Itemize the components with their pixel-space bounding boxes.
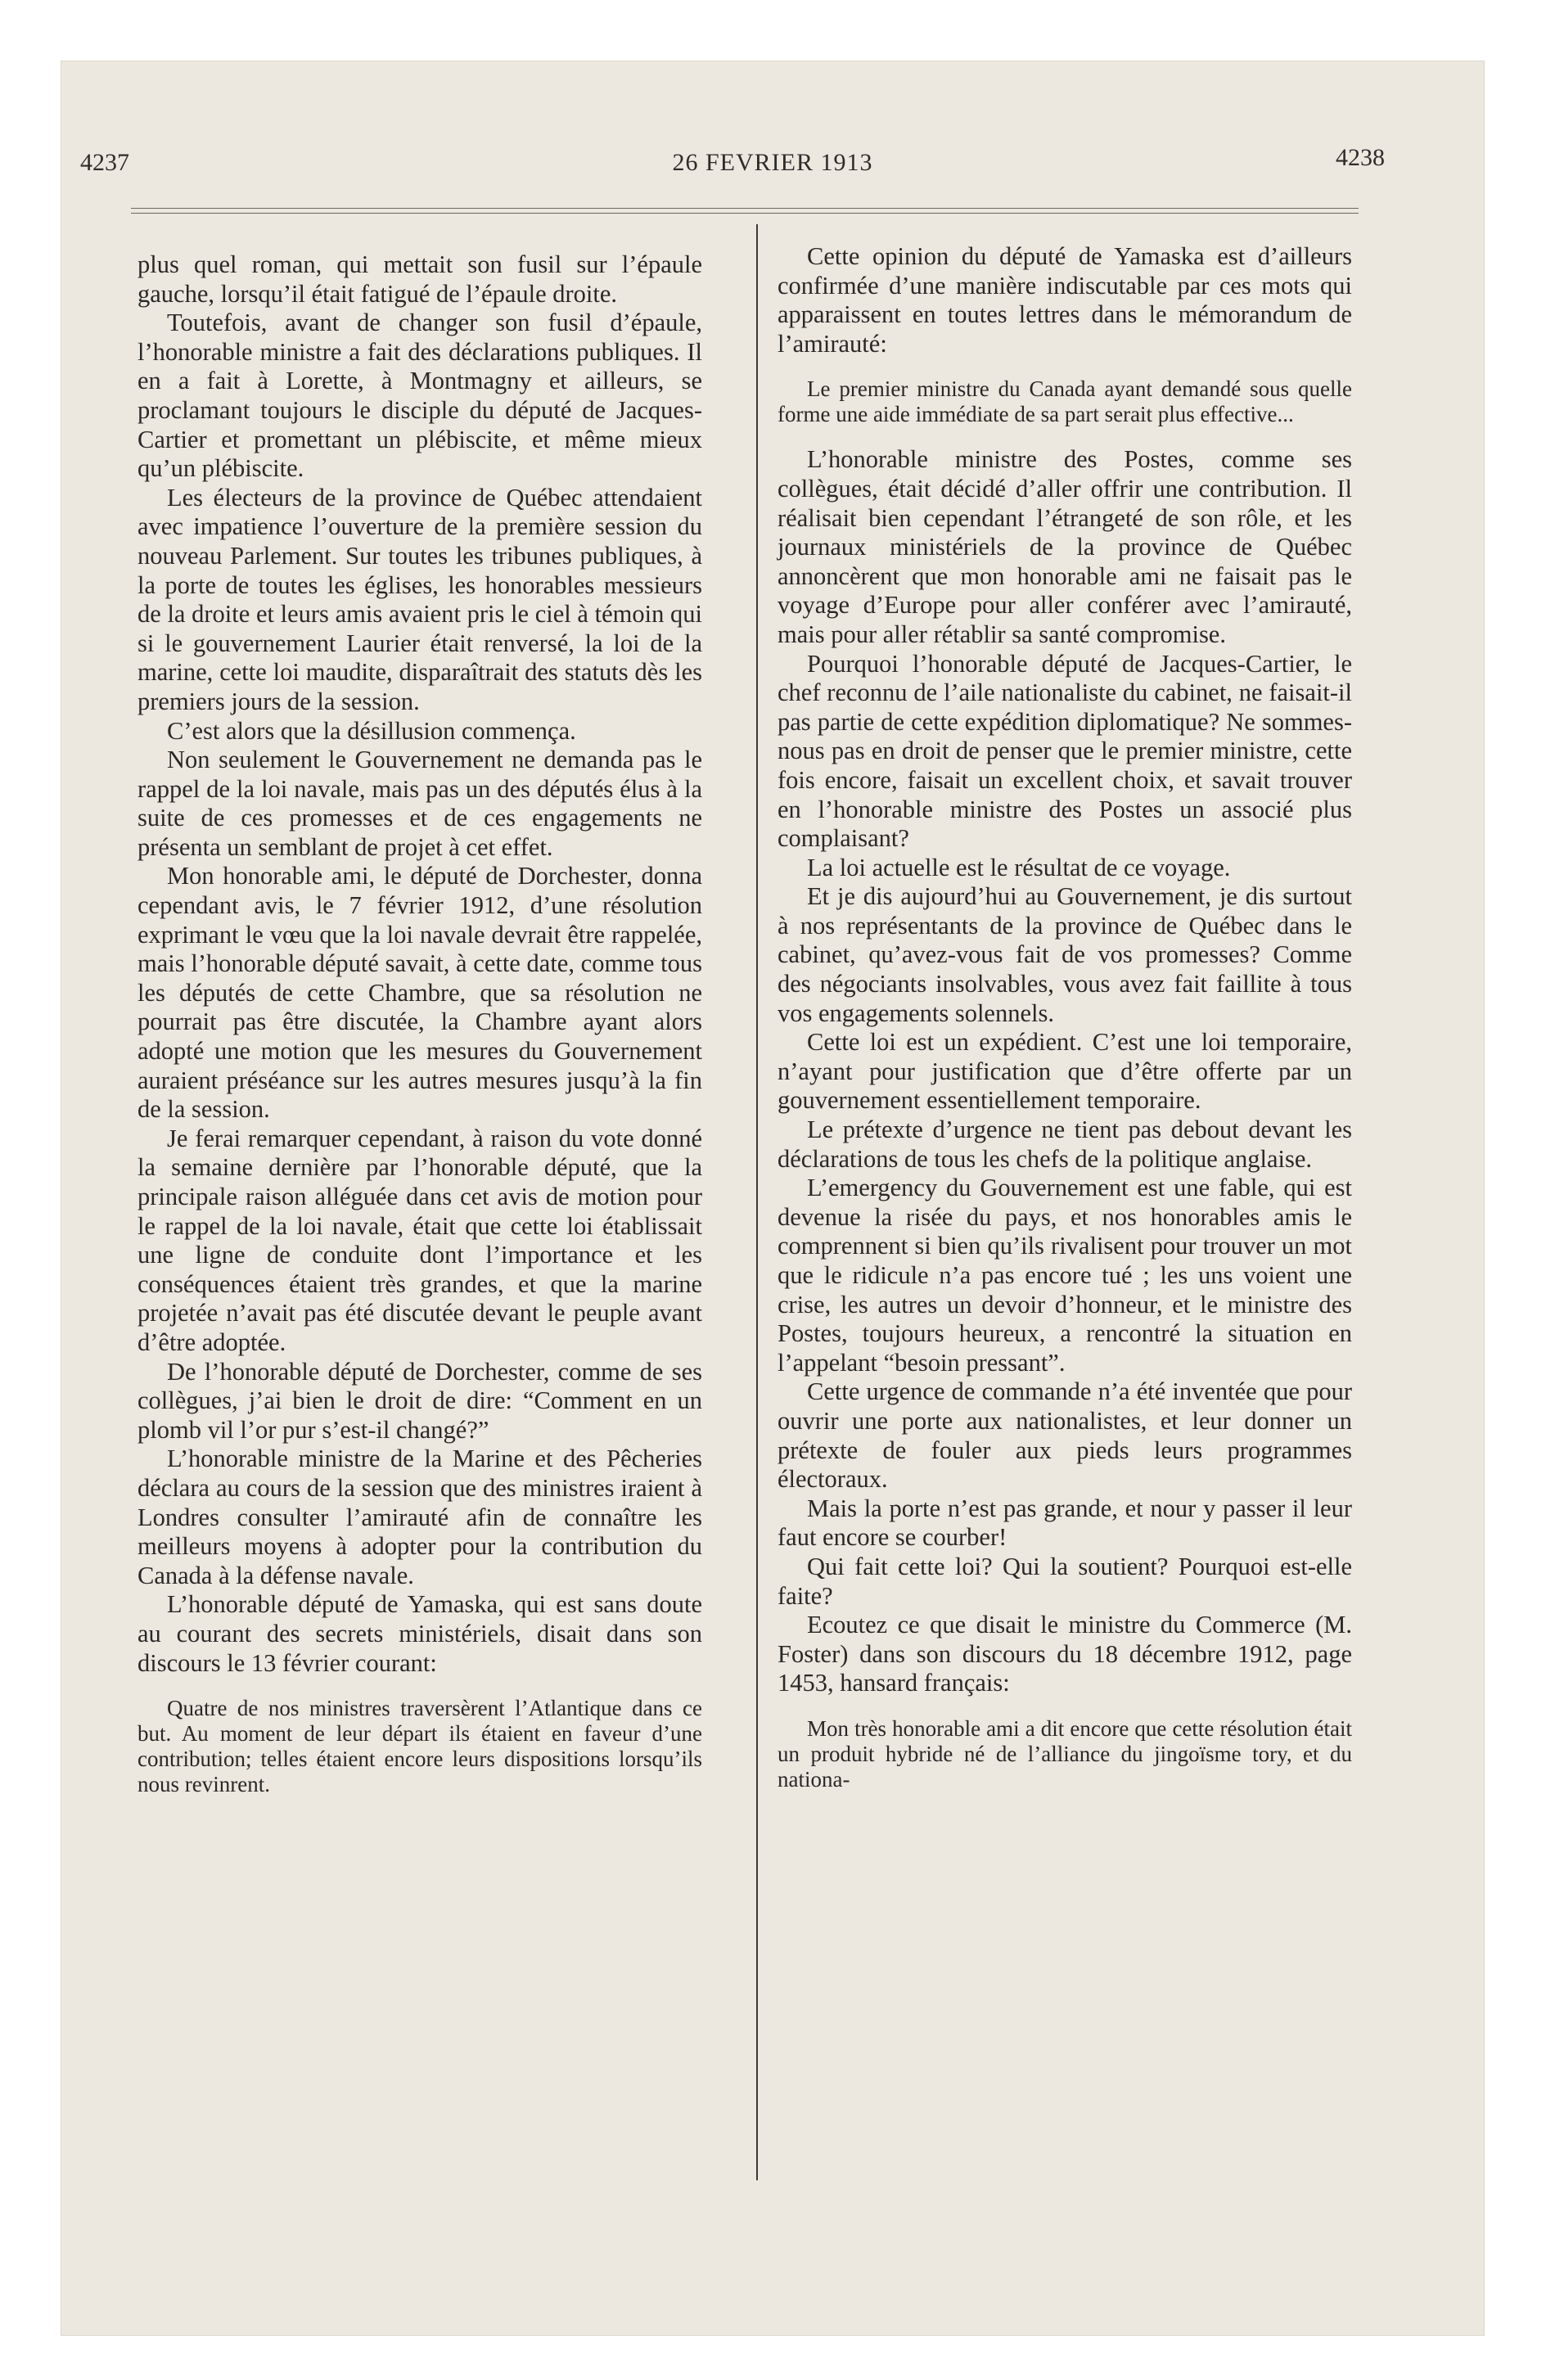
left-column — [137, 250, 702, 1815]
page-header — [61, 144, 1485, 198]
quoted-paragraph: Le premier ministre du Canada ayant demandé sous quelle forme une aide immédiate de sa part serait plus effective... — [778, 376, 1352, 427]
paragraph: Qui fait cette loi? Qui la soutient? Pourquoi est-elle faite? — [778, 1552, 1352, 1610]
paragraph: Les électeurs de la province de Québec attendaient avec impatience l’ouverture de la première session du nouveau Parlement. Sur toutes les tribunes publiques, à la porte de toutes les églises, les honorables messieurs de la droite et leurs amis avaient pris le ciel à témoin qui si le gouvernement Laurier était renversé, la loi de la marine, cette loi maudite, disparaîtrait des statuts dès les premiers jours de la session. — [137, 483, 702, 715]
header-date: 26 FEVRIER 1913 — [672, 149, 873, 176]
paragraph: Non seulement le Gouvernement ne demanda pas le rappel de la loi navale, mais pas un des députés élus à la suite de ces promesses et de ces engagements ne présenta un semblant de projet à cet effet. — [137, 746, 702, 861]
paragraph: Cette urgence de commande n’a été inventée que pour ouvrir une porte aux nationalistes, et leur donner un prétexte de fouler aux pieds leurs programmes électoraux. — [778, 1377, 1352, 1494]
paragraph: La loi actuelle est le résultat de ce voyage. — [807, 853, 1231, 881]
paragraph: Toutefois, avant de changer son fusil d’épaule, l’honorable ministre a fait des déclarations publiques. Il en a fait à Lorette, à Montmagny et ailleurs, se proclamant toujours le disciple du député de Jacques-Cartier et promettant un plébiscite, et même mieux qu’un plébiscite. — [137, 309, 702, 483]
column-divider — [756, 224, 758, 2180]
paragraph: C’est alors que la désillusion commença. — [167, 716, 576, 745]
paragraph: Mon honorable ami, le député de Dorchester, donna cependant avis, le 7 février 1912, d’une résolution exprimant le vœu que la loi navale devrait être rappelée, mais l’honorable député savait, à cette date, comme tous les députés de cette Chambre, que sa résolution ne pourrait pas être discutée, la Chambre ayant alors adopté une motion que les mesures du Gouvernement auraient préséance sur les autres mesures jusqu’à la fin de la session. — [137, 862, 702, 1124]
paragraph: Cette opinion du député de Yamaska est d’ailleurs confirmée d’une manière indiscutable par ces mots qui apparaissent en toutes lettres dans le mémorandum de l’amirauté: — [778, 242, 1352, 358]
scanned-page — [61, 61, 1485, 2336]
paragraph: Cette loi est un expédient. C’est une loi temporaire, n’ayant pour justification que d’être offerte par un gouvernement essentiellement temporaire. — [778, 1028, 1352, 1115]
paragraph: Et je dis aujourd’hui au Gouvernement, je dis surtout à nos représentants de la province de Québec dans le cabinet, qu’avez-vous fait de vos promesses? Comme des négociants insolvables, vous avez fait faillite à tous vos engagements solennels. — [778, 882, 1352, 1027]
right-column — [778, 242, 1352, 1810]
paragraph: Mais la porte n’est pas grande, et nour y passer il leur faut encore se courber! — [778, 1494, 1352, 1552]
paragraph: plus quel roman, qui mettait son fusil sur l’épaule gauche, lorsqu’il était fatigué de l’épaule droite. — [137, 250, 702, 308]
paragraph: Pourquoi l’honorable député de Jacques-Cartier, le chef reconnu de l’aile nationaliste du cabinet, ne faisait-il pas partie de cette expédition diplomatique? Ne sommes-nous pas en droit de penser que le premier ministre, cette fois encore, faisait un excellent choix, et savait trouver en l’honorable ministre des Postes un associé plus complaisant? — [778, 649, 1352, 853]
page-number-right: 4238 — [1336, 144, 1385, 171]
paragraph: Le prétexte d’urgence ne tient pas debout devant les déclarations de tous les chefs de la politique anglaise. — [778, 1116, 1352, 1173]
paragraph: L’honorable ministre de la Marine et des Pêcheries déclara au cours de la session que des ministres iraient à Londres consulter l’amirauté afin de connaître les meilleurs moyens à adopter pour la contribution du Canada à la défense navale. — [137, 1445, 702, 1589]
quoted-paragraph: Mon très honorable ami a dit encore que cette résolution était un produit hybride né de l’alliance du jingoïsme tory, et du nationa- — [778, 1715, 1352, 1792]
paragraph: Ecoutez ce que disait le ministre du Commerce (M. Foster) dans son discours du 18 décembre 1912, page 1453, hansard français: — [778, 1611, 1352, 1697]
paragraph: L’honorable député de Yamaska, qui est sans doute au courant des secrets ministériels, disait dans son discours le 13 février courant: — [137, 1590, 702, 1677]
paragraph: L’emergency du Gouvernement est une fable, qui est devenue la risée du pays, et nos honorables amis le comprennent si bien qu’ils rivalisent pour trouver un mot que le ridicule n’a pas encore tué ; les uns voient une crise, les autres un devoir d’honneur, et le ministre des Postes, toujours heureux, a rencontré la situation en l’appelant “besoin pressant”. — [778, 1174, 1352, 1377]
quoted-paragraph: Quatre de nos ministres traversèrent l’Atlantique dans ce but. Au moment de leur départ ils étaient en faveur d’une contribution; telles étaient encore leurs dispositions lorsqu’ils nous revinrent. — [137, 1696, 702, 1797]
paragraph: Je ferai remarquer cependant, à raison du vote donné la semaine dernière par l’honorable député, que la principale raison alléguée dans cet avis de motion pour le rappel de la loi navale, était que cette loi établissait une ligne de conduite dont l’importance et les conséquences étaient très grandes, et que la marine projetée n’avait pas été discutée devant le peuple avant d’être adoptée. — [137, 1124, 702, 1356]
paragraph: De l’honorable député de Dorchester, comme de ses collègues, j’ai bien le droit de dire: “Comment en un plomb vil l’or pur s’est-il changé?” — [137, 1357, 702, 1444]
header-rule — [131, 208, 1359, 214]
page-number-left: 4237 — [80, 149, 129, 176]
paragraph: L’honorable ministre des Postes, comme ses collègues, était décidé d’aller offrir une contribution. Il réalisait bien cependant l’étrangeté de son rôle, et les journaux ministériels de la province de Québec annoncèrent que mon honorable ami ne faisait pas le voyage d’Europe pour aller conférer avec l’amirauté, mais pour aller rétablir sa santé compromise. — [778, 445, 1352, 648]
